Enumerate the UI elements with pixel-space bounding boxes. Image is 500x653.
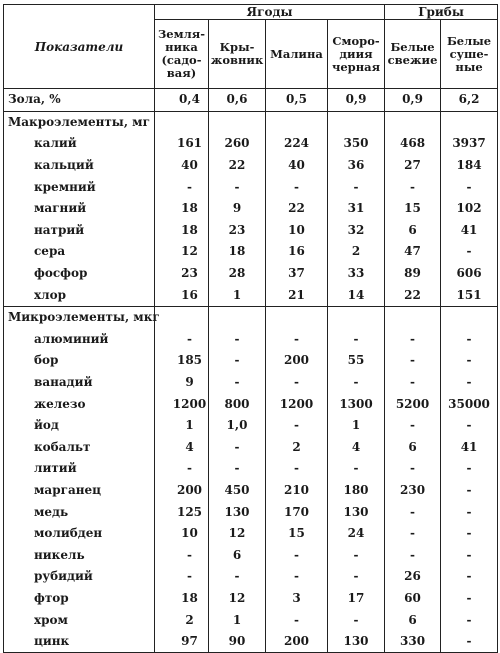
- value-cell: 606: [441, 263, 498, 285]
- value-cell: 800: [209, 393, 266, 415]
- value-cell: 6: [209, 544, 266, 566]
- header-group-berries: Ягоды: [155, 5, 385, 20]
- value-cell: -: [209, 437, 266, 459]
- nutrition-table: [3, 4, 498, 653]
- value-cell: -: [209, 458, 266, 480]
- header-col-line: вая): [166, 66, 197, 80]
- value-cell: 1300: [328, 393, 385, 415]
- table-row: [4, 437, 498, 459]
- value-cell: -: [328, 458, 385, 480]
- value-cell: -: [385, 523, 441, 545]
- row-label: хром: [4, 609, 155, 631]
- table-row: [4, 133, 498, 155]
- value-cell: 47: [385, 241, 441, 263]
- value-cell: -: [209, 372, 266, 394]
- table-row: [4, 544, 498, 566]
- header-col-raspberry: [266, 20, 328, 89]
- row-label: натрий: [4, 220, 155, 242]
- value-cell: 184: [441, 155, 498, 177]
- row-label: кремний: [4, 176, 155, 198]
- value-cell: -: [385, 176, 441, 198]
- value-cell: 468: [385, 133, 441, 155]
- value-cell: 16: [155, 284, 209, 306]
- value-cell: 1200: [155, 393, 209, 415]
- value-cell: 0,5: [266, 89, 328, 112]
- value-cell: -: [328, 329, 385, 351]
- value-cell: -: [209, 350, 266, 372]
- value-cell: 260: [209, 133, 266, 155]
- value-cell: 130: [328, 501, 385, 523]
- value-cell: 6: [385, 437, 441, 459]
- value-cell: -: [441, 415, 498, 437]
- row-label: кобальт: [4, 437, 155, 459]
- value-cell: 1,0: [209, 415, 266, 437]
- table-row: [4, 566, 498, 588]
- value-cell: 12: [155, 241, 209, 263]
- value-cell: 4: [155, 437, 209, 459]
- value-cell: -: [209, 566, 266, 588]
- value-cell: -: [441, 544, 498, 566]
- value-cell: -: [441, 588, 498, 610]
- row-label: фтор: [4, 588, 155, 610]
- value-cell: 41: [441, 437, 498, 459]
- header-col-line: Кры-: [219, 40, 255, 54]
- value-cell: 33: [328, 263, 385, 285]
- value-cell: 2: [266, 437, 328, 459]
- table-row: [4, 350, 498, 372]
- value-cell: -: [385, 544, 441, 566]
- value-cell: -: [385, 415, 441, 437]
- table-row: [4, 306, 498, 328]
- value-cell: 0,9: [385, 89, 441, 112]
- header-col-line: ника: [165, 40, 198, 54]
- header-col-line: Сморо-: [332, 33, 380, 48]
- value-cell: 130: [328, 631, 385, 653]
- row-label: бор: [4, 350, 155, 372]
- row-label: железо: [4, 393, 155, 415]
- value-cell: 12: [209, 588, 266, 610]
- value-cell: 170: [266, 501, 328, 523]
- value-cell: 32: [328, 220, 385, 242]
- value-cell: [441, 111, 498, 133]
- table-row: [4, 241, 498, 263]
- value-cell: -: [266, 372, 328, 394]
- row-label: фосфор: [4, 263, 155, 285]
- value-cell: 15: [385, 198, 441, 220]
- value-cell: 36: [328, 155, 385, 177]
- value-cell: -: [441, 372, 498, 394]
- value-cell: 1: [155, 415, 209, 437]
- value-cell: [385, 111, 441, 133]
- value-cell: -: [266, 566, 328, 588]
- value-cell: 35000: [441, 393, 498, 415]
- value-cell: 9: [209, 198, 266, 220]
- row-label: молибден: [4, 523, 155, 545]
- table-row: [4, 329, 498, 351]
- value-cell: 24: [328, 523, 385, 545]
- value-cell: -: [385, 501, 441, 523]
- value-cell: -: [155, 329, 209, 351]
- value-cell: 97: [155, 631, 209, 653]
- value-cell: 90: [209, 631, 266, 653]
- value-cell: [266, 111, 328, 133]
- table-row: [4, 263, 498, 285]
- row-label: марганец: [4, 480, 155, 502]
- header-col-line: ные: [455, 59, 483, 74]
- value-cell: 6,2: [441, 89, 498, 112]
- header-col-strawberry: [155, 20, 209, 89]
- header-col-gooseberry: [209, 20, 266, 89]
- value-cell: -: [328, 609, 385, 631]
- value-cell: 102: [441, 198, 498, 220]
- header-col-line: жовник: [210, 53, 264, 67]
- value-cell: -: [209, 329, 266, 351]
- value-cell: 2: [155, 609, 209, 631]
- header-col-line: диия: [339, 46, 373, 61]
- value-cell: [155, 111, 209, 133]
- value-cell: [209, 306, 266, 328]
- value-cell: 22: [209, 155, 266, 177]
- value-cell: -: [441, 631, 498, 653]
- value-cell: 31: [328, 198, 385, 220]
- value-cell: -: [328, 566, 385, 588]
- value-cell: 12: [209, 523, 266, 545]
- value-cell: 23: [209, 220, 266, 242]
- value-cell: -: [385, 350, 441, 372]
- value-cell: -: [155, 544, 209, 566]
- row-label: ванадий: [4, 372, 155, 394]
- value-cell: [328, 306, 385, 328]
- row-label: магний: [4, 198, 155, 220]
- value-cell: -: [155, 176, 209, 198]
- value-cell: -: [441, 566, 498, 588]
- value-cell: -: [385, 372, 441, 394]
- value-cell: -: [441, 523, 498, 545]
- value-cell: 18: [209, 241, 266, 263]
- table-row: [4, 609, 498, 631]
- value-cell: 22: [385, 284, 441, 306]
- table-row: [4, 284, 498, 306]
- header-col-line: Малина: [270, 46, 323, 61]
- value-cell: 6: [385, 220, 441, 242]
- value-cell: 10: [155, 523, 209, 545]
- value-cell: 10: [266, 220, 328, 242]
- header-col-line: Белые: [446, 33, 492, 48]
- table-row: [4, 588, 498, 610]
- value-cell: 2: [328, 241, 385, 263]
- value-cell: -: [385, 329, 441, 351]
- value-cell: 28: [209, 263, 266, 285]
- header-label: Показатели: [4, 5, 155, 89]
- section-label: Микроэлементы, мкг: [4, 306, 155, 328]
- value-cell: [385, 306, 441, 328]
- value-cell: 18: [155, 588, 209, 610]
- header-group-row: [4, 5, 498, 20]
- table-row: [4, 480, 498, 502]
- value-cell: -: [441, 480, 498, 502]
- table-row: [4, 458, 498, 480]
- value-cell: 350: [328, 133, 385, 155]
- value-cell: 16: [266, 241, 328, 263]
- value-cell: 9: [155, 372, 209, 394]
- row-label: рубидий: [4, 566, 155, 588]
- value-cell: 26: [385, 566, 441, 588]
- value-cell: 0,6: [209, 89, 266, 112]
- value-cell: 23: [155, 263, 209, 285]
- value-cell: 151: [441, 284, 498, 306]
- value-cell: [266, 306, 328, 328]
- value-cell: 41: [441, 220, 498, 242]
- value-cell: 37: [266, 263, 328, 285]
- value-cell: [328, 111, 385, 133]
- value-cell: [209, 111, 266, 133]
- header-col-line: Земля-: [158, 27, 205, 41]
- table-row: [4, 393, 498, 415]
- value-cell: [155, 306, 209, 328]
- header-col-white-dried: [441, 20, 498, 89]
- value-cell: 17: [328, 588, 385, 610]
- value-cell: 3937: [441, 133, 498, 155]
- value-cell: 161: [155, 133, 209, 155]
- value-cell: 0,4: [155, 89, 209, 112]
- value-cell: 3: [266, 588, 328, 610]
- value-cell: 130: [209, 501, 266, 523]
- table-row: [4, 415, 498, 437]
- value-cell: 40: [266, 155, 328, 177]
- row-label: алюминий: [4, 329, 155, 351]
- row-label: цинк: [4, 631, 155, 653]
- value-cell: 210: [266, 480, 328, 502]
- value-cell: 450: [209, 480, 266, 502]
- header-col-line: (садо-: [161, 53, 202, 67]
- table-row: [4, 155, 498, 177]
- value-cell: 200: [266, 631, 328, 653]
- value-cell: 200: [155, 480, 209, 502]
- row-label: хлор: [4, 284, 155, 306]
- header-col-line: Белые: [390, 40, 435, 54]
- header-col-line: свежие: [387, 53, 438, 67]
- value-cell: 180: [328, 480, 385, 502]
- row-label: никель: [4, 544, 155, 566]
- value-cell: 40: [155, 155, 209, 177]
- value-cell: 230: [385, 480, 441, 502]
- value-cell: 55: [328, 350, 385, 372]
- value-cell: 1: [209, 284, 266, 306]
- value-cell: -: [266, 609, 328, 631]
- value-cell: 224: [266, 133, 328, 155]
- row-label: калий: [4, 133, 155, 155]
- value-cell: -: [266, 415, 328, 437]
- value-cell: -: [328, 372, 385, 394]
- section-label: Макроэлементы, мг: [4, 111, 155, 133]
- header-col-white-fresh: [385, 20, 441, 89]
- value-cell: -: [266, 458, 328, 480]
- table-row: [4, 220, 498, 242]
- table-body: [4, 89, 498, 653]
- row-label: йод: [4, 415, 155, 437]
- value-cell: -: [209, 176, 266, 198]
- row-label: литий: [4, 458, 155, 480]
- value-cell: -: [441, 329, 498, 351]
- value-cell: 18: [155, 220, 209, 242]
- value-cell: 4: [328, 437, 385, 459]
- value-cell: -: [441, 458, 498, 480]
- row-label: кальций: [4, 155, 155, 177]
- value-cell: 125: [155, 501, 209, 523]
- value-cell: 18: [155, 198, 209, 220]
- value-cell: 60: [385, 588, 441, 610]
- nutrition-table-container: [3, 4, 497, 653]
- row-label: медь: [4, 501, 155, 523]
- value-cell: -: [441, 176, 498, 198]
- header-col-line: черная: [331, 59, 381, 74]
- value-cell: -: [441, 501, 498, 523]
- value-cell: 5200: [385, 393, 441, 415]
- value-cell: -: [266, 544, 328, 566]
- table-row: [4, 89, 498, 112]
- value-cell: -: [155, 458, 209, 480]
- section-label: Зола, %: [4, 89, 155, 112]
- header-col-line: суше-: [449, 46, 489, 61]
- value-cell: 89: [385, 263, 441, 285]
- value-cell: -: [385, 458, 441, 480]
- value-cell: 21: [266, 284, 328, 306]
- value-cell: 22: [266, 198, 328, 220]
- row-label: сера: [4, 241, 155, 263]
- value-cell: -: [266, 329, 328, 351]
- value-cell: 15: [266, 523, 328, 545]
- value-cell: 6: [385, 609, 441, 631]
- value-cell: -: [266, 176, 328, 198]
- value-cell: [441, 306, 498, 328]
- value-cell: -: [441, 241, 498, 263]
- value-cell: 200: [266, 350, 328, 372]
- value-cell: 330: [385, 631, 441, 653]
- value-cell: -: [155, 566, 209, 588]
- table-row: [4, 501, 498, 523]
- value-cell: -: [328, 176, 385, 198]
- table-row: [4, 198, 498, 220]
- value-cell: 27: [385, 155, 441, 177]
- value-cell: 185: [155, 350, 209, 372]
- table-row: [4, 111, 498, 133]
- header-group-mushrooms: Грибы: [385, 5, 498, 20]
- value-cell: 14: [328, 284, 385, 306]
- header-col-blackcurrant: [328, 20, 385, 89]
- table-row: [4, 523, 498, 545]
- value-cell: 1200: [266, 393, 328, 415]
- value-cell: 0,9: [328, 89, 385, 112]
- table-row: [4, 631, 498, 653]
- table-row: [4, 372, 498, 394]
- value-cell: -: [328, 544, 385, 566]
- value-cell: -: [441, 350, 498, 372]
- table-row: [4, 176, 498, 198]
- value-cell: 1: [209, 609, 266, 631]
- value-cell: -: [441, 609, 498, 631]
- value-cell: 1: [328, 415, 385, 437]
